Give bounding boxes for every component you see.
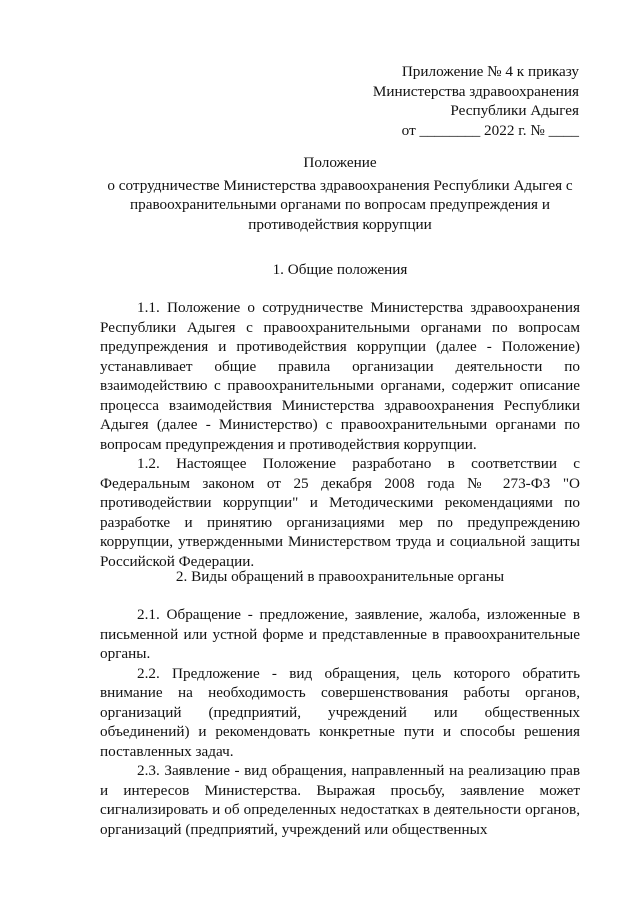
header-line-date-number: от ________ 2022 г. № ____ — [401, 121, 579, 139]
paragraph-1-1: 1.1. Положение о сотрудничестве Министерства здравоохранения Республики Адыгея с правоохранительными органами по вопросам предупреждения и противодействия коррупции (далее - Положение) устанавливает общие правила организации деятельности по взаимодействию с правоохранительными органами, содержит описание процесса взаимодействия Министерства здравоохранения Республики Адыгея (далее - Министерство) с правоохранительными органами по вопросам предупреждения и противодействия коррупции. — [100, 299, 580, 453]
section-body-general — [100, 298, 580, 571]
title-subtitle-line: о сотрудничестве Министерства здравоохранения Республики Адыгея с — [107, 176, 573, 194]
paragraph-1-2: 1.2. Настоящее Положение разработано в соответствии с Федеральным законом от 25 декабря 2008 года № 273-ФЗ "О противодействии коррупции" и Методическими рекомендациями по разработке и принятию организациями мер по предупреждению коррупции, утвержденными Министерством труда и социальной защиты Российской Федерации. — [100, 455, 580, 570]
section-body-appeal-types — [100, 605, 580, 839]
header-line-republic: Республики Адыгея — [450, 102, 579, 119]
appendix-header — [330, 62, 579, 140]
paragraph-2-2: 2.2. Предложение - вид обращения, цель которого обратить внимание на необходимость совершенствования работы органов, организаций (предприятий, учреждений или общественных объединений) и рекомендовать конкретные пути и способы решения поставленных задач. — [100, 664, 580, 760]
paragraph-2-1: 2.1. Обращение - предложение, заявление, жалоба, изложенные в письменной или устной форме и представленные в правоохранительные органы. — [100, 606, 580, 662]
section-heading-appeal-types: 2. Виды обращений в правоохранительные органы — [175, 568, 505, 585]
title-subtitle-line: противодействия коррупции — [248, 215, 432, 233]
document-title — [100, 153, 580, 234]
header-line-ministry: Министерства здравоохранения — [372, 82, 579, 100]
title-subtitle-line: правоохранительными органами по вопросам предупреждения и — [130, 196, 550, 213]
title-heading: Положение — [303, 154, 377, 171]
paragraph-2-3: 2.3. Заявление - вид обращения, направленный на реализацию прав и интересов Министерства. Выражая просьбу, заявление может сигнализировать и об определенных недостатках в деятельности органов, организаций (предприятий, учреждений или общественных — [100, 762, 580, 838]
section-heading-general: 1. Общие положения — [272, 261, 408, 278]
header-line-appendix: Приложение № 4 к приказу — [401, 63, 579, 80]
